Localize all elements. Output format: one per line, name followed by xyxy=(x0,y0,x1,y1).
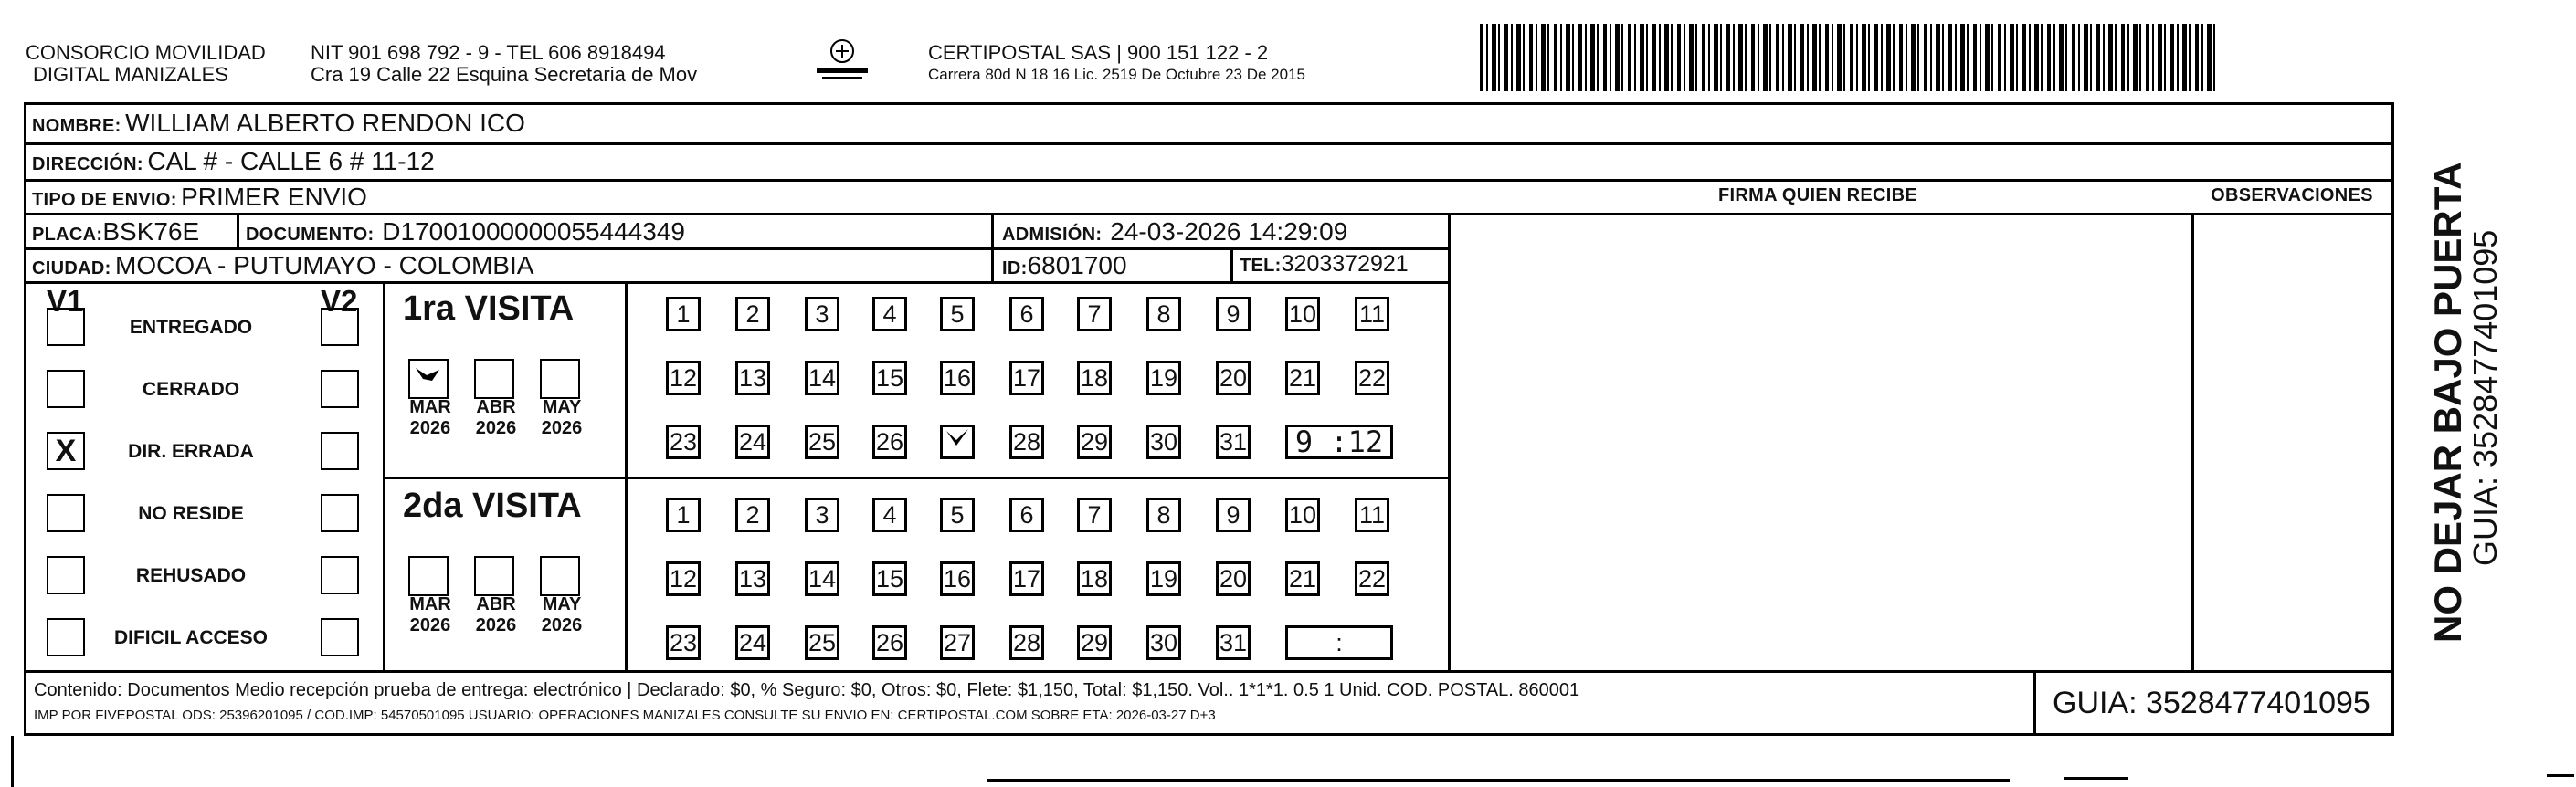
id-value: 6801700 xyxy=(1027,251,1127,279)
month-checkbox[interactable] xyxy=(408,359,449,399)
day-box[interactable]: 14 xyxy=(805,361,839,395)
id-label: ID: xyxy=(1002,258,1028,278)
month-checkbox[interactable] xyxy=(474,556,514,596)
tel-label: TEL: xyxy=(1240,256,1282,276)
month-label xyxy=(538,397,586,439)
footer-guia: GUIA: 3528477401095 xyxy=(2053,686,2370,720)
certipostal-line2: Carrera 80d N 18 16 Lic. 2519 De Octubre 23 De 2015 xyxy=(928,66,1305,83)
ciudad-label: CIUDAD: xyxy=(32,258,111,278)
day-box[interactable]: 31 xyxy=(1216,425,1251,459)
day-box[interactable]: 4 xyxy=(872,498,907,532)
day-box[interactable]: 9 xyxy=(1216,498,1251,532)
day-box[interactable]: 8 xyxy=(1146,297,1181,331)
day-box[interactable]: 20 xyxy=(1216,361,1251,395)
day-box[interactable]: 15 xyxy=(872,361,907,395)
month-year: 2026 xyxy=(475,615,517,635)
v2-checkbox[interactable] xyxy=(321,432,359,470)
day-box[interactable]: 17 xyxy=(1009,361,1044,395)
status-label: NO RESIDE xyxy=(138,503,244,524)
day-box[interactable]: 20 xyxy=(1216,561,1251,596)
month-year: 2026 xyxy=(541,418,583,438)
second-visit-title: 2da VISITA xyxy=(403,487,582,525)
day-box[interactable]: 29 xyxy=(1077,625,1112,660)
handwritten-check-mark xyxy=(944,425,971,459)
status-label: DIFICIL ACCESO xyxy=(113,627,268,648)
day-box[interactable]: 11 xyxy=(1355,297,1389,331)
v2-checkbox[interactable] xyxy=(321,494,359,532)
month-year: 2026 xyxy=(409,615,451,635)
day-box[interactable]: 23 xyxy=(666,425,701,459)
day-box[interactable]: 9 xyxy=(1216,297,1251,331)
month-label xyxy=(472,397,520,439)
footer-contenido: Contenido: Documentos Medio recepción prueba de entrega: electrónico | Declarado: $0, % Seguro: $0, Otros: $0, Flete: $1,150, Total: $1,150. Vol.. 1*1*1. 0.5 1 Unid. COD. POSTAL. 860001 xyxy=(34,680,1580,700)
month-name: MAY xyxy=(542,594,582,614)
certipostal-logo xyxy=(813,37,871,84)
direccion-label: DIRECCIÓN: xyxy=(32,154,143,174)
day-box[interactable]: 29 xyxy=(1077,425,1112,459)
day-box[interactable]: 1 xyxy=(666,297,701,331)
documento-label: DOCUMENTO: xyxy=(246,225,375,245)
day-box[interactable]: 3 xyxy=(805,297,839,331)
first-visit-title: 1ra VISITA xyxy=(403,289,575,328)
month-label xyxy=(472,594,520,636)
v1-label: V1 xyxy=(47,284,84,318)
status-label: DIR. ERRADA xyxy=(128,441,254,462)
month-year: 2026 xyxy=(475,418,517,438)
time-box[interactable]: : xyxy=(1285,625,1393,660)
day-box[interactable]: 16 xyxy=(940,361,975,395)
day-box[interactable]: 24 xyxy=(735,425,770,459)
day-box[interactable]: 12 xyxy=(666,561,701,596)
day-box[interactable]: 21 xyxy=(1285,561,1320,596)
month-label xyxy=(406,594,454,636)
day-box-marked[interactable] xyxy=(940,425,975,459)
month-checkbox[interactable] xyxy=(540,359,580,399)
month-label xyxy=(406,397,454,439)
tel-value: 3203372921 xyxy=(1281,251,1409,277)
day-box[interactable]: 17 xyxy=(1009,561,1044,596)
month-name: ABR xyxy=(476,397,516,417)
month-name: MAY xyxy=(542,397,582,417)
no-dejar-bajo-puerta: NO DEJAR BAJO PUERTA xyxy=(2426,162,2469,643)
day-box[interactable]: 7 xyxy=(1077,297,1112,331)
month-year: 2026 xyxy=(409,418,451,438)
day-box[interactable]: 28 xyxy=(1009,625,1044,660)
day-box[interactable]: 13 xyxy=(735,361,770,395)
address-line: Cra 19 Calle 22 Esquina Secretaria de Mov xyxy=(311,63,698,86)
day-box[interactable]: 4 xyxy=(872,297,907,331)
company-name-line2: DIGITAL MANIZALES xyxy=(33,63,228,86)
v1-checkbox[interactable] xyxy=(47,308,85,346)
day-box[interactable]: 6 xyxy=(1009,297,1044,331)
day-box[interactable]: 19 xyxy=(1146,561,1181,596)
placa-label: PLACA: xyxy=(32,225,103,245)
footer-imp: IMP POR FIVEPOSTAL ODS: 25396201095 / COD.IMP: 54570501095 USUARIO: OPERACIONES MANIZALES CONSULTE SU ENVIO EN: CERTIPOSTAL.COM SOBRE ETA: 2026-03-27 D+3 xyxy=(34,708,1216,723)
v2-checkbox[interactable] xyxy=(321,618,359,656)
day-box[interactable]: 26 xyxy=(872,625,907,660)
day-box[interactable]: 7 xyxy=(1077,498,1112,532)
month-checkbox[interactable] xyxy=(540,556,580,596)
v1-checkbox[interactable]: X xyxy=(47,432,85,470)
day-box[interactable]: 10 xyxy=(1285,297,1320,331)
day-box[interactable]: 25 xyxy=(805,425,839,459)
day-box[interactable]: 2 xyxy=(735,498,770,532)
day-box[interactable]: 10 xyxy=(1285,498,1320,532)
day-box[interactable]: 3 xyxy=(805,498,839,532)
day-box[interactable]: 27 xyxy=(940,625,975,660)
certipostal-line1: CERTIPOSTAL SAS | 900 151 122 - 2 xyxy=(928,41,1269,64)
month-checkbox[interactable] xyxy=(408,556,449,596)
time-box[interactable]: 9 :12 xyxy=(1285,425,1393,459)
day-box[interactable]: 28 xyxy=(1009,425,1044,459)
month-name: MAR xyxy=(409,594,451,614)
day-box[interactable]: 24 xyxy=(735,625,770,660)
month-checkbox[interactable] xyxy=(474,359,514,399)
observaciones-label: OBSERVACIONES xyxy=(2211,185,2373,205)
firma-label: FIRMA QUIEN RECIBE xyxy=(1718,185,1917,205)
day-box[interactable]: 30 xyxy=(1146,425,1181,459)
nombre-value: WILLIAM ALBERTO RENDON ICO xyxy=(125,109,525,137)
day-box[interactable]: 1 xyxy=(666,498,701,532)
day-box[interactable]: 13 xyxy=(735,561,770,596)
v2-checkbox[interactable] xyxy=(321,556,359,594)
day-box[interactable]: 23 xyxy=(666,625,701,660)
tipo-envio-value: PRIMER ENVIO xyxy=(181,183,367,211)
v2-checkbox[interactable] xyxy=(321,308,359,346)
day-box[interactable]: 25 xyxy=(805,625,839,660)
side-guia: GUIA: 3528477401095 xyxy=(2466,229,2504,566)
month-name: MAR xyxy=(409,397,451,417)
documento-value: D17001000000055444349 xyxy=(382,217,685,246)
v1-checkbox[interactable] xyxy=(47,556,85,594)
placa-value: BSK76E xyxy=(102,217,200,246)
v1-checkbox[interactable] xyxy=(47,370,85,408)
admision-label: ADMISIÓN: xyxy=(1002,225,1103,245)
day-box[interactable]: 22 xyxy=(1355,361,1389,395)
day-box[interactable]: 22 xyxy=(1355,561,1389,596)
v2-checkbox[interactable] xyxy=(321,370,359,408)
month-year: 2026 xyxy=(541,615,583,635)
day-box[interactable]: 19 xyxy=(1146,361,1181,395)
direccion-value: CAL # - CALLE 6 # 11-12 xyxy=(147,147,435,175)
v1-checkbox[interactable] xyxy=(47,494,85,532)
v2-label: V2 xyxy=(321,284,358,318)
month-name: ABR xyxy=(476,594,516,614)
delivery-form xyxy=(24,102,2394,736)
day-box[interactable]: 8 xyxy=(1146,498,1181,532)
ciudad-value: MOCOA - PUTUMAYO - COLOMBIA xyxy=(115,251,534,279)
nombre-label: NOMBRE: xyxy=(32,116,121,136)
status-label: REHUSADO xyxy=(135,565,247,586)
day-box[interactable]: 31 xyxy=(1216,625,1251,660)
status-label: CERRADO xyxy=(142,379,240,400)
day-box[interactable]: 15 xyxy=(872,561,907,596)
day-box[interactable]: 26 xyxy=(872,425,907,459)
day-box[interactable]: 16 xyxy=(940,561,975,596)
day-box[interactable]: 14 xyxy=(805,561,839,596)
tipo-envio-label: TIPO DE ENVIO: xyxy=(32,190,177,210)
day-box[interactable]: 6 xyxy=(1009,498,1044,532)
v1-checkbox[interactable] xyxy=(47,618,85,656)
day-box[interactable]: 5 xyxy=(940,498,975,532)
day-box[interactable]: 12 xyxy=(666,361,701,395)
day-box[interactable]: 5 xyxy=(940,297,975,331)
day-box[interactable]: 30 xyxy=(1146,625,1181,660)
status-label: ENTREGADO xyxy=(129,317,253,338)
handwritten-check-mark xyxy=(412,359,445,400)
day-box[interactable]: 18 xyxy=(1077,561,1112,596)
day-box[interactable]: 11 xyxy=(1355,498,1389,532)
day-box[interactable]: 2 xyxy=(735,297,770,331)
company-name-line1: CONSORCIO MOVILIDAD xyxy=(26,41,266,64)
nit-line: NIT 901 698 792 - 9 - TEL 606 8918494 xyxy=(311,41,666,64)
day-box[interactable]: 21 xyxy=(1285,361,1320,395)
month-label xyxy=(538,594,586,636)
barcode xyxy=(1480,24,2220,91)
day-box[interactable]: 18 xyxy=(1077,361,1112,395)
admision-value: 24-03-2026 14:29:09 xyxy=(1110,217,1348,246)
